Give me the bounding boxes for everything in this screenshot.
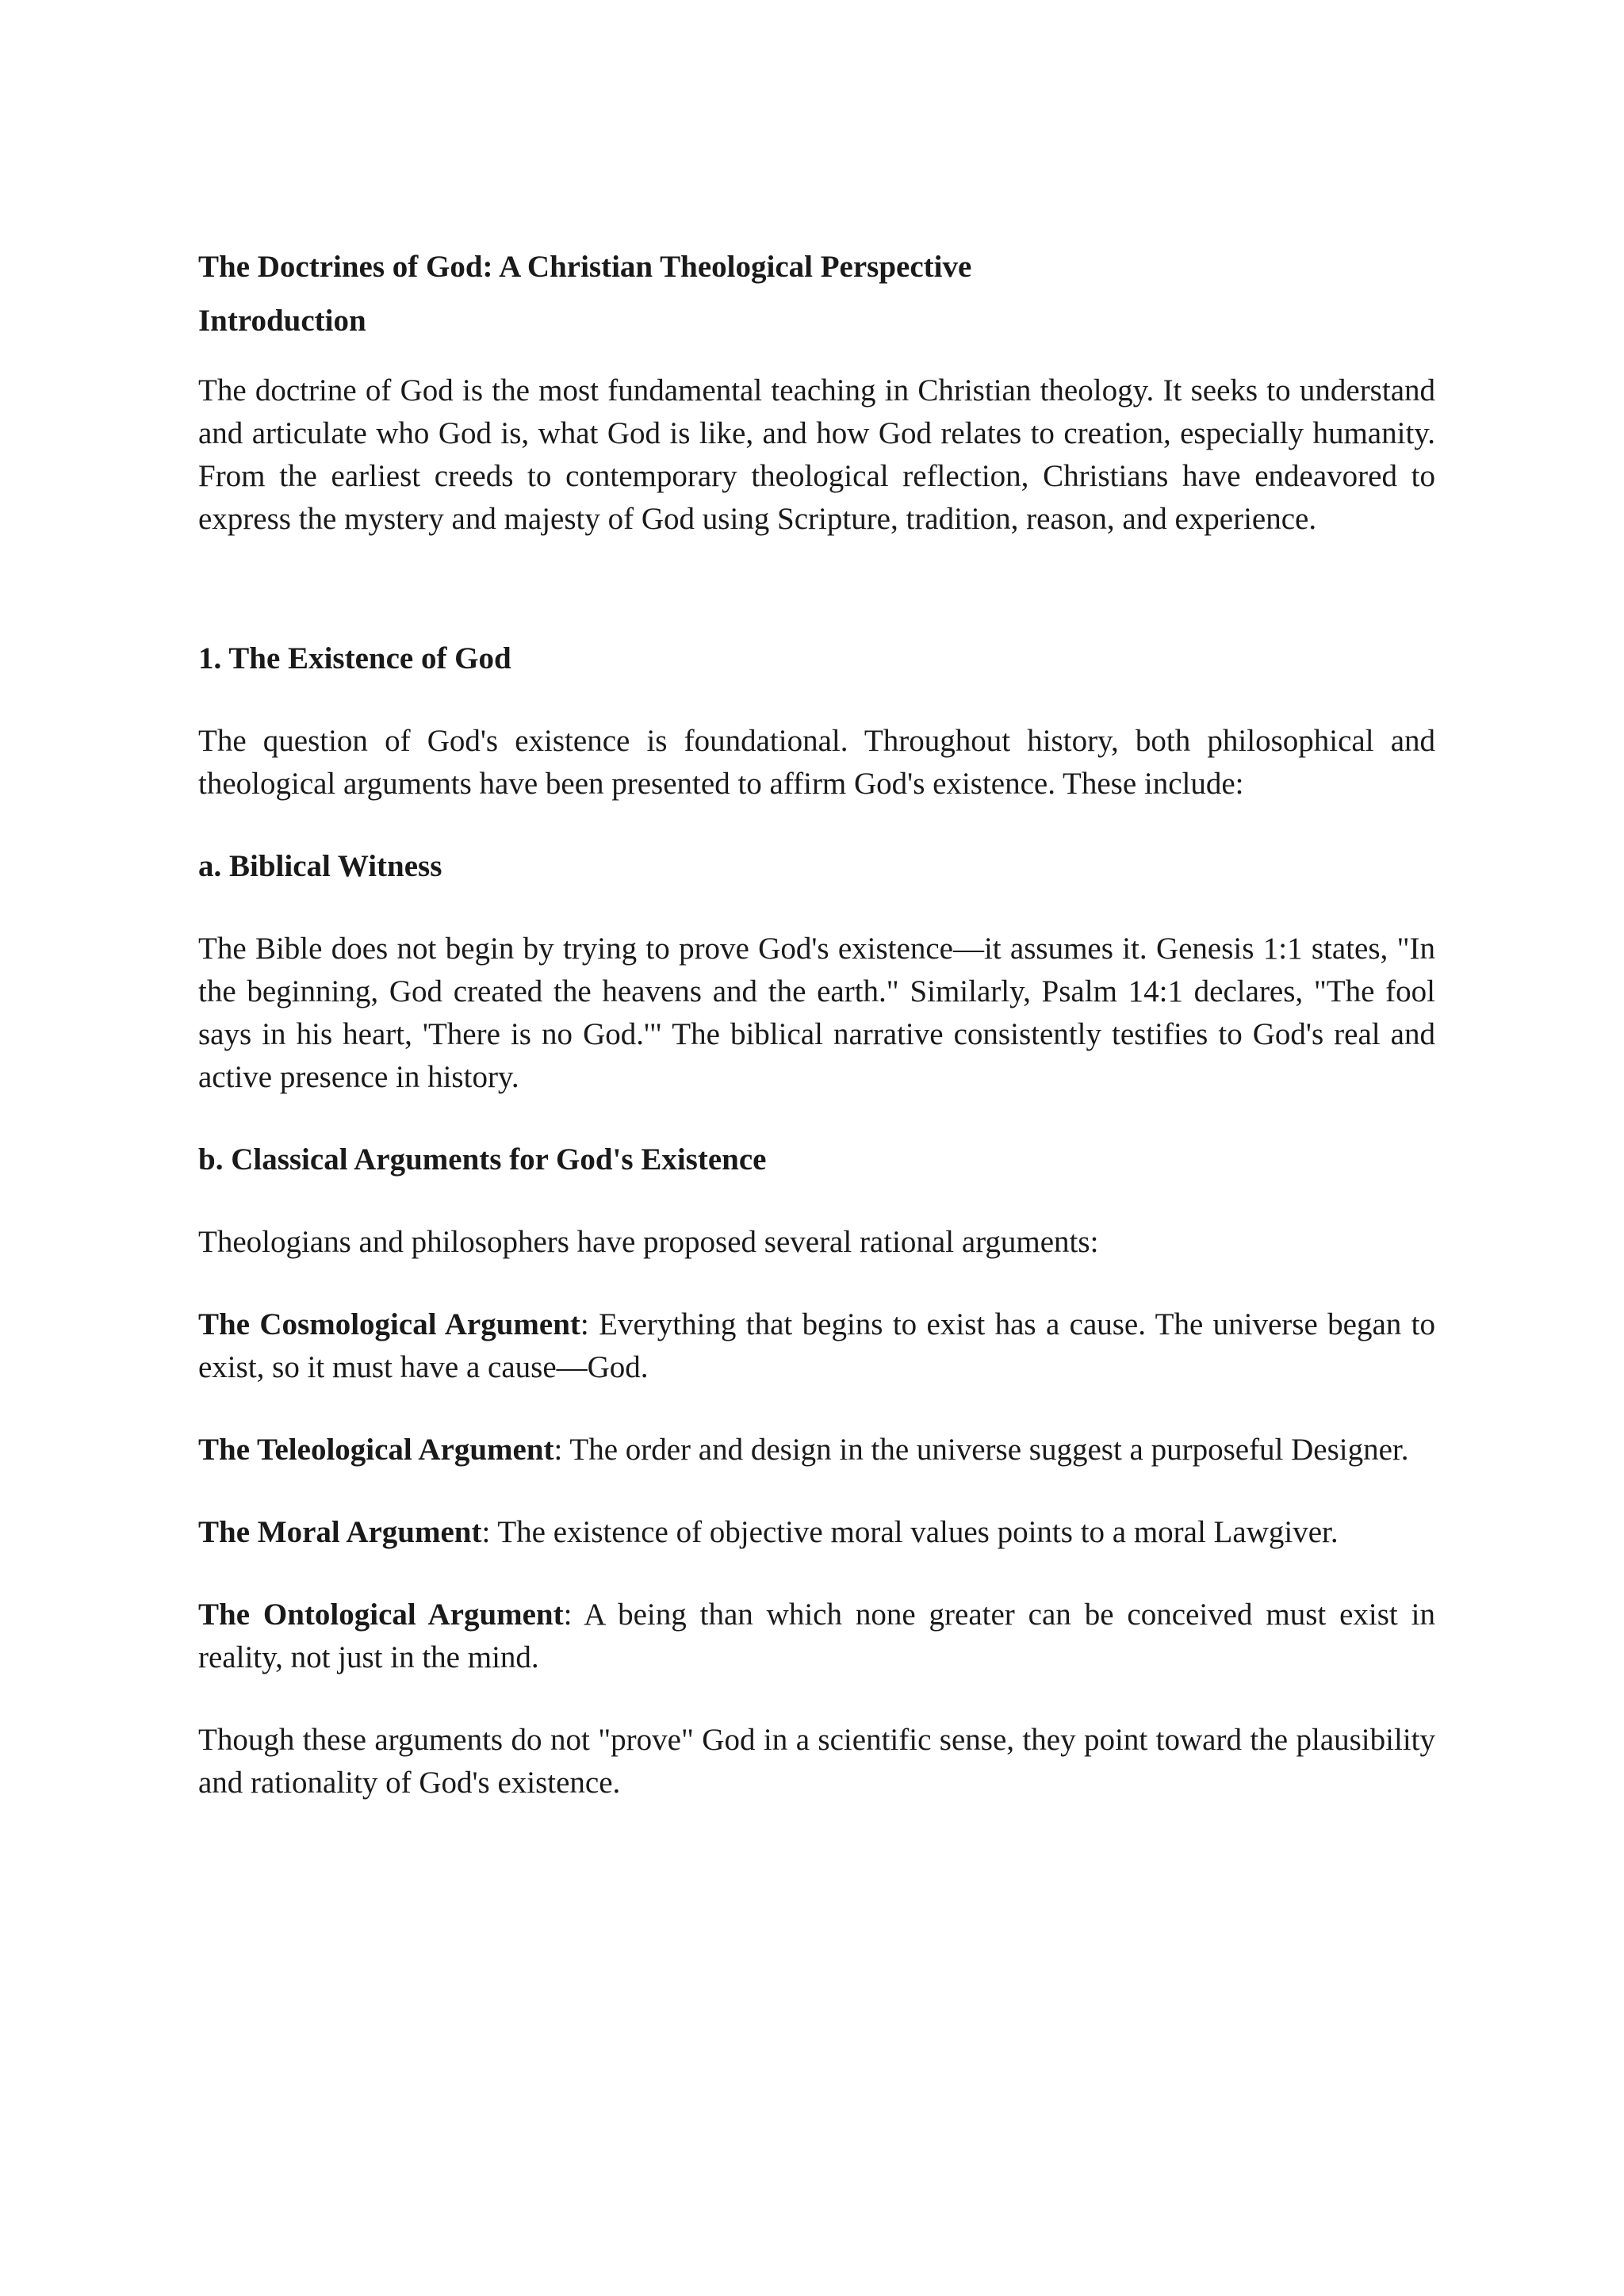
- argument-moral: [198, 1511, 1435, 1554]
- intro-paragraph: The doctrine of God is the most fundamental teaching in Christian theology. It seeks to understand and articulate who God is, what God is like, and how God relates to creation, especially humanity. From the earliest creeds to contemporary theological reflection, Christians have endeavored to express the mystery and majesty of God using Scripture, tradition, reason, and experience.: [198, 373, 1435, 536]
- sub-a-paragraph: The Bible does not begin by trying to prove God's existence—it assumes it. Genesis 1:1 states, "In the beginning, God created the heavens and the earth." Similarly, Psalm 14:1 declares, "The fool says in his heart, 'There is no God.'" The biblical narrative consistently testifies to God's real and active presence in history.: [198, 932, 1435, 1094]
- argument-name: The Cosmological Argument: [198, 1307, 580, 1341]
- section-1-paragraph: The question of God's existence is foundational. Throughout history, both philosophical and theological arguments have been presented to affirm God's existence. These include:: [198, 724, 1435, 801]
- section-1-heading: 1. The Existence of God: [198, 641, 511, 675]
- argument-cosmological: [198, 1303, 1435, 1389]
- argument-name: The Teleological Argument: [198, 1433, 554, 1467]
- argument-text: : The existence of objective moral values points to a moral Lawgiver.: [481, 1515, 1339, 1549]
- intro-heading: Introduction: [198, 304, 366, 338]
- sub-b-heading: b. Classical Arguments for God's Existence: [198, 1142, 767, 1177]
- argument-ontological: [198, 1594, 1435, 1679]
- sub-a-heading: a. Biblical Witness: [198, 849, 442, 883]
- argument-text: : A being than which none greater can be conceived must exist in reality, not just in the mind.: [198, 1598, 1435, 1674]
- sub-b-paragraph: Theologians and philosophers have proposed several rational arguments:: [198, 1225, 1099, 1259]
- argument-text: : Everything that begins to exist has a cause. The universe began to exist, so it must have a cause—God.: [198, 1307, 1435, 1384]
- argument-name: The Moral Argument: [198, 1515, 482, 1549]
- document-title: The Doctrines of God: A Christian Theological Perspective: [198, 250, 972, 284]
- arguments-conclusion: Though these arguments do not "prove" God in a scientific sense, they point toward the plausibility and rationality of God's existence.: [198, 1723, 1435, 1800]
- argument-teleological: [198, 1429, 1435, 1471]
- argument-name: The Ontological Argument: [198, 1598, 564, 1632]
- argument-text: : The order and design in the universe suggest a purposeful Designer.: [553, 1433, 1409, 1467]
- document-page: [198, 246, 1435, 1804]
